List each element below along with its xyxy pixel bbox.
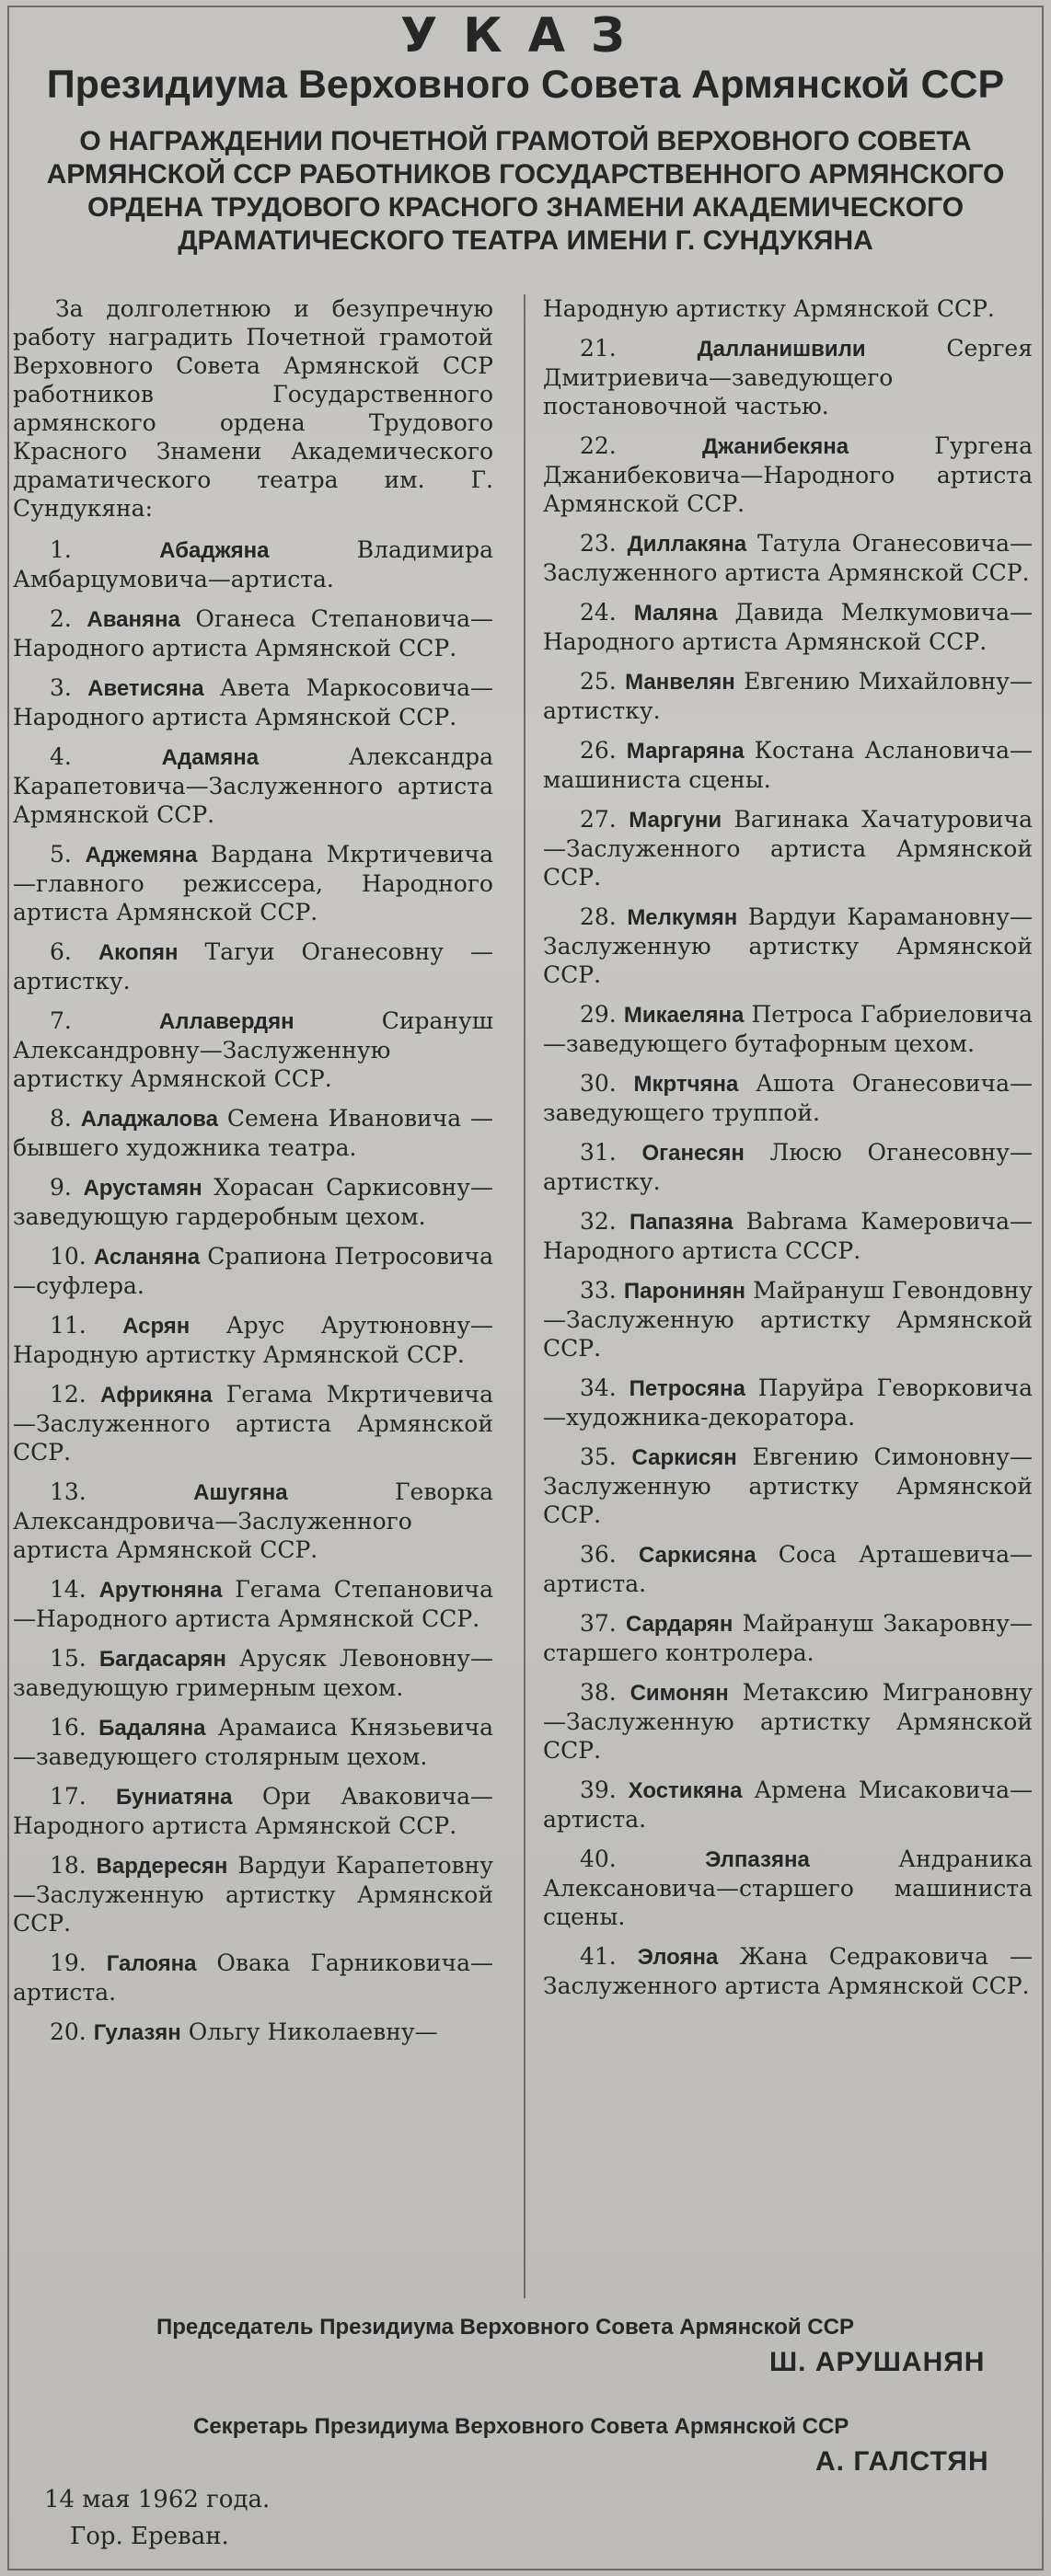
awardee-details: Армена Мисаковича—артиста. (543, 1777, 1033, 1833)
awardee-number: 32. (580, 1208, 617, 1235)
awardee-entry (13, 1242, 493, 1300)
awardee-entry (543, 1000, 1033, 1058)
awardee-surname: Багдасарян (98, 1647, 226, 1672)
awardee-number: 25. (580, 668, 617, 695)
awardee-details: Вардуи Карапетовну—Заслуженную артистку Армянской ССР. (13, 1852, 493, 1937)
awardee-number: 36. (580, 1541, 617, 1568)
right-column (543, 294, 1033, 2011)
awardee-entry (13, 1104, 493, 1162)
awardee-surname: Аджемяна (85, 843, 198, 868)
awardee-entry (543, 529, 1033, 587)
awardee-entry (13, 673, 493, 731)
awardee-surname: Мкртчяна (633, 1072, 739, 1097)
awardee-details: Овака Гарниковича—артиста. (13, 1949, 493, 2006)
awardee-entry (13, 1380, 493, 1466)
awardee-details: Срапиона Петросовича—суфлера. (13, 1243, 493, 1299)
awardee-surname: Гулазян (93, 2020, 181, 2045)
awardee-number: 1. (50, 536, 72, 563)
awardee-details: Оганеса Степановича—Народного артиста Армянской ССР. (13, 605, 493, 661)
awardee-entry (543, 1374, 1033, 1432)
awardee-number: 3. (50, 674, 72, 701)
awardee-surname: Далланишвили (697, 337, 866, 362)
awardee-number: 12. (50, 1381, 87, 1408)
awardee-details: Арус Арутюновну—Народную артистку Армянской ССР. (13, 1312, 494, 1368)
awardee-details: Паруйра Геворковича—художника-декоратора. (543, 1374, 1033, 1431)
awardee-number: 22. (580, 432, 617, 459)
awardee-surname: Асрян (122, 1314, 191, 1339)
awardee-number: 5. (50, 841, 72, 868)
awardee-details: Babrама Камеровича—Народного артиста СССР. (543, 1208, 1033, 1264)
awardee-number: 38. (580, 1679, 617, 1706)
awardee-details: Жана Седраковича — Заслуженного артиста Армянской ССР. (543, 1943, 1033, 1999)
awardee-details: Гегама Мкртичевича—Заслуженного артиста Армянской ССР. (13, 1381, 493, 1466)
awardee-entry (543, 903, 1033, 989)
awardee-surname: Сардарян (625, 1612, 733, 1637)
awardee-details: Ольгу Николаевну— (188, 2018, 438, 2045)
awardee-entry (543, 431, 1033, 518)
awardee-entry (13, 1478, 493, 1564)
decree-place: Гор. Ереван. (70, 2523, 229, 2550)
awardee-details: Гегама Степановича—Народного артиста Армянской ССР. (13, 1576, 493, 1632)
awardee-details: Сергея Дмитриевича—заведующего постановочной частью. (543, 335, 1033, 420)
awardee-entry (13, 2018, 493, 2047)
awardee-number: 9. (50, 1174, 72, 1201)
awardee-surname: Галояна (106, 1951, 197, 1976)
awardee-surname: Папазяна (629, 1210, 733, 1235)
awardee-surname: Маляна (633, 601, 718, 626)
awardee-number: 7. (50, 1007, 72, 1034)
awardee-entry (13, 1782, 493, 1840)
secretary-name: А. ГАЛСТЯН (815, 2446, 989, 2477)
subject-line: ОРДЕНА ТРУДОВОГО КРАСНОГО ЗНАМЕНИ АКАДЕМИЧЕСКОГО (87, 192, 964, 223)
chairman-title: Председатель Президиума Верховного Совета Армянской ССР (156, 2315, 854, 2340)
awardee-entry (543, 1069, 1033, 1127)
awardee-number: 26. (580, 737, 617, 764)
awardee-surname: Хостикяна (628, 1778, 743, 1803)
awardee-entry (13, 1006, 493, 1093)
decree-subject (37, 125, 1014, 258)
awardee-details: Майрануш Закаровну—старшего контролера. (543, 1610, 1033, 1666)
awardee-number: 13. (50, 1478, 87, 1505)
awardee-number: 30. (580, 1070, 617, 1097)
awardee-number: 31. (580, 1139, 617, 1166)
awardee-entry (13, 742, 493, 829)
awardee-details: Вардана Мкртичевича—главного режиссера, Народного артиста Армянской ССР. (13, 841, 493, 926)
awardee-number: 18. (50, 1852, 87, 1879)
awardee-details: Соса Арташевича—артиста. (543, 1541, 1033, 1597)
awardee-entry (13, 1173, 493, 1231)
intro-paragraph: За долголетнюю и безупречную работу наградить Почетной грамотой Верховного Совета Армянской ССР работников Государственного армянского ордена Трудового Красного Знамени Академического драматического театра им. Г. Сундукяна: (13, 295, 493, 522)
awardee-entry (543, 1207, 1033, 1265)
awardee-details: Хорасан Саркисовну—заведующую гардеробным цехом. (13, 1174, 493, 1230)
awardee-details: Тагуи Оганесовну — артистку. (13, 938, 493, 995)
awardee-entry (543, 1776, 1033, 1834)
awardee-entry (13, 535, 493, 593)
awardee-details: Ори Аваковича—Народного артиста Армянской ССР. (13, 1783, 494, 1839)
chairman-name: Ш. АРУШАНЯН (769, 2347, 986, 2377)
awardee-surname: Асланяна (93, 1245, 201, 1270)
awardee-number: 16. (50, 1714, 87, 1741)
awardee-entry (13, 604, 493, 662)
awardee-details: Майрануш Гевондовну—Заслуженную артистку Армянской ССР. (543, 1277, 1033, 1362)
awardee-entry (543, 736, 1033, 794)
awardee-details: Евгению Михайловну—артистку. (543, 668, 1033, 724)
awardee-entry (543, 1609, 1033, 1667)
awardee-surname: Петросяна (629, 1376, 745, 1401)
awardee-number: 19. (50, 1949, 87, 1976)
awardee-number: 34. (580, 1374, 617, 1401)
awardee-entry (13, 1311, 493, 1369)
awardee-entry (543, 805, 1033, 891)
awardee-number: 4. (50, 743, 72, 770)
awardee-surname: Саркисян (631, 1445, 737, 1470)
awardee-surname: Элпазяна (705, 1847, 810, 1872)
decree-date: 14 мая 1962 года. (44, 2486, 271, 2513)
awardee-details: Сирануш Александровну—Заслуженную артистку Армянской ССР. (13, 1007, 494, 1092)
awardee-surname: Буниатяна (116, 1785, 233, 1810)
awardee-number: 39. (580, 1777, 617, 1803)
awardee-surname: Маргуни (629, 808, 722, 833)
awardee-number: 23. (580, 530, 617, 557)
awardee-number: 27. (580, 806, 617, 833)
awardee-surname: Африкяна (100, 1383, 213, 1408)
awardee-surname: Арустамян (83, 1176, 202, 1201)
awardee-number: 21. (580, 335, 617, 362)
awardee-number: 40. (580, 1846, 617, 1872)
awardee-entry (13, 937, 493, 995)
awardee-details: Ашота Оганесовича—заведующего труппой. (543, 1070, 1033, 1126)
awardee-number: 15. (50, 1645, 87, 1672)
awardee-surname: Вардересян (96, 1854, 228, 1879)
awardee-details: Давида Мелкумовича—Народного артиста Армянской ССР. (543, 599, 1033, 655)
awardee-surname: Акопян (98, 940, 179, 965)
awardee-details: Вардуи Карамановну—Заслуженную артистку Армянской ССР. (543, 903, 1034, 988)
awardee-surname: Мелкумян (627, 905, 738, 930)
awardee-surname: Аветисяна (87, 676, 204, 701)
awardee-details: Александра Карапетовича—Заслуженного артиста Армянской ССР. (13, 743, 494, 828)
awardee-surname: Адамяна (161, 745, 260, 770)
left-column (13, 294, 493, 2058)
awardee-entry (543, 1678, 1033, 1765)
awardee-details: Вагинака Хачатуровича—Заслуженного артиста Армянской ССР. (543, 806, 1033, 891)
awardee-number: 14. (50, 1576, 87, 1603)
secretary-title: Секретарь Президиума Верховного Совета Армянской ССР (193, 2414, 849, 2439)
issuer-line: Президиума Верховного Совета Армянской ССР (46, 63, 1005, 107)
awardee-surname: Аллавердян (158, 1009, 295, 1034)
awardee-details: Геворка Александровича—Заслуженного артиста Армянской ССР. (13, 1478, 493, 1563)
awardee-surname: Элояна (637, 1945, 719, 1970)
awardee-surname: Арутюняна (98, 1578, 223, 1603)
awardee-details: Владимира Амбарцумовича—артиста. (13, 536, 494, 592)
awardee-entry (543, 667, 1033, 725)
awardee-details: Люсю Оганесовну—артистку. (543, 1139, 1034, 1195)
awardee-entry (543, 1942, 1033, 2000)
awardee-entry (543, 598, 1033, 656)
column-divider (524, 294, 526, 2298)
awardee-number: 6. (50, 938, 72, 965)
awardee-entry (13, 1575, 493, 1633)
awardee-number: 11. (50, 1312, 87, 1339)
awardee-entry (13, 1851, 493, 1938)
awardee-details: Андраника Алексановича—старшего машиниста сцены. (543, 1846, 1034, 1930)
awardee-entry (543, 1443, 1033, 1529)
awardee-number: 35. (580, 1443, 617, 1470)
awardee-number: 10. (50, 1243, 87, 1270)
awardee-entry (543, 1138, 1033, 1196)
awardee-details: Татула Оганесовича—Заслуженного артиста Армянской ССР. (543, 530, 1033, 586)
awardee-surname: Манвелян (625, 670, 735, 695)
awardee-surname: Саркисяна (638, 1543, 756, 1568)
awardee-surname: Симонян (629, 1681, 729, 1706)
awardee-details: Арамаиса Князьевича—заведующего столярным цехом. (13, 1714, 494, 1770)
awardee-entry (13, 840, 493, 926)
awardee-surname: Аладжалова (80, 1107, 218, 1132)
awardee-number: 2. (50, 605, 72, 632)
subject-line: АРМЯНСКОЙ ССР РАБОТНИКОВ ГОСУДАРСТВЕННОГО АРМЯНСКОГО (46, 159, 1005, 190)
awardee-details: Петроса Габриеловича—заведующего бутафорным цехом. (543, 1001, 1033, 1057)
awardee-number: 20. (50, 2018, 87, 2045)
awardee-number: 29. (580, 1001, 617, 1028)
awardee-surname: Маргаряна (626, 739, 745, 764)
awardee-surname: Абаджяна (159, 538, 270, 563)
subject-line: О НАГРАЖДЕНИИ ПОЧЕТНОЙ ГРАМОТОЙ ВЕРХОВНОГО СОВЕТА (79, 126, 972, 156)
awardee-details: Метаксию Миграновну—Заслуженную артистку Армянской ССР. (543, 1679, 1033, 1764)
decree-title: УКАЗ (400, 8, 651, 63)
awardee-surname: Оганесян (641, 1141, 745, 1166)
awardee-details: Костана Аслановича—машиниста сцены. (543, 737, 1033, 793)
awardee-entry (543, 1540, 1033, 1598)
subject-line: ДРАМАТИЧЕСКОГО ТЕАТРА ИМЕНИ Г. СУНДУКЯНА (178, 225, 873, 256)
awardee-surname: Ашугяна (193, 1480, 288, 1505)
awardee-entry (543, 334, 1033, 420)
awardee-details: Евгению Симоновну—Заслуженную артистку Армянской ССР. (543, 1443, 1034, 1528)
awardee-details: Арусяк Левоновну—заведующую гримерным цехом. (13, 1645, 493, 1701)
awardee-number: 28. (580, 903, 617, 930)
awardee-details: Авета Маркосовича—Народного артиста Армянской ССР. (13, 674, 494, 730)
awardee-number: 37. (580, 1610, 617, 1637)
awardee-number: 17. (50, 1783, 87, 1810)
awardee-details: Гургена Джанибековича—Народного артиста Армянской ССР. (543, 432, 1034, 517)
awardee-number: 41. (580, 1943, 617, 1970)
awardee-surname: Диллакяна (627, 532, 747, 557)
continuation-text: Народную артистку Армянской ССР. (543, 295, 995, 322)
awardee-entry (543, 1276, 1033, 1363)
awardee-entry (13, 1949, 493, 2007)
awardee-entry (13, 1644, 493, 1702)
awardee-entry (543, 1845, 1033, 1931)
awardee-entry (13, 1713, 493, 1771)
awardee-surname: Паронинян (623, 1279, 746, 1304)
awardee-number: 24. (580, 599, 617, 626)
awardee-surname: Бадаляна (98, 1716, 206, 1741)
awardee-number: 33. (580, 1277, 617, 1304)
awardee-number: 8. (50, 1105, 72, 1132)
awardee-surname: Аваняна (87, 607, 180, 632)
awardee-surname: Микаеляна (623, 1003, 745, 1028)
awardee-details: Семена Ивановича — бывшего художника театра. (13, 1105, 494, 1161)
awardee-surname: Джанибекяна (702, 434, 849, 459)
